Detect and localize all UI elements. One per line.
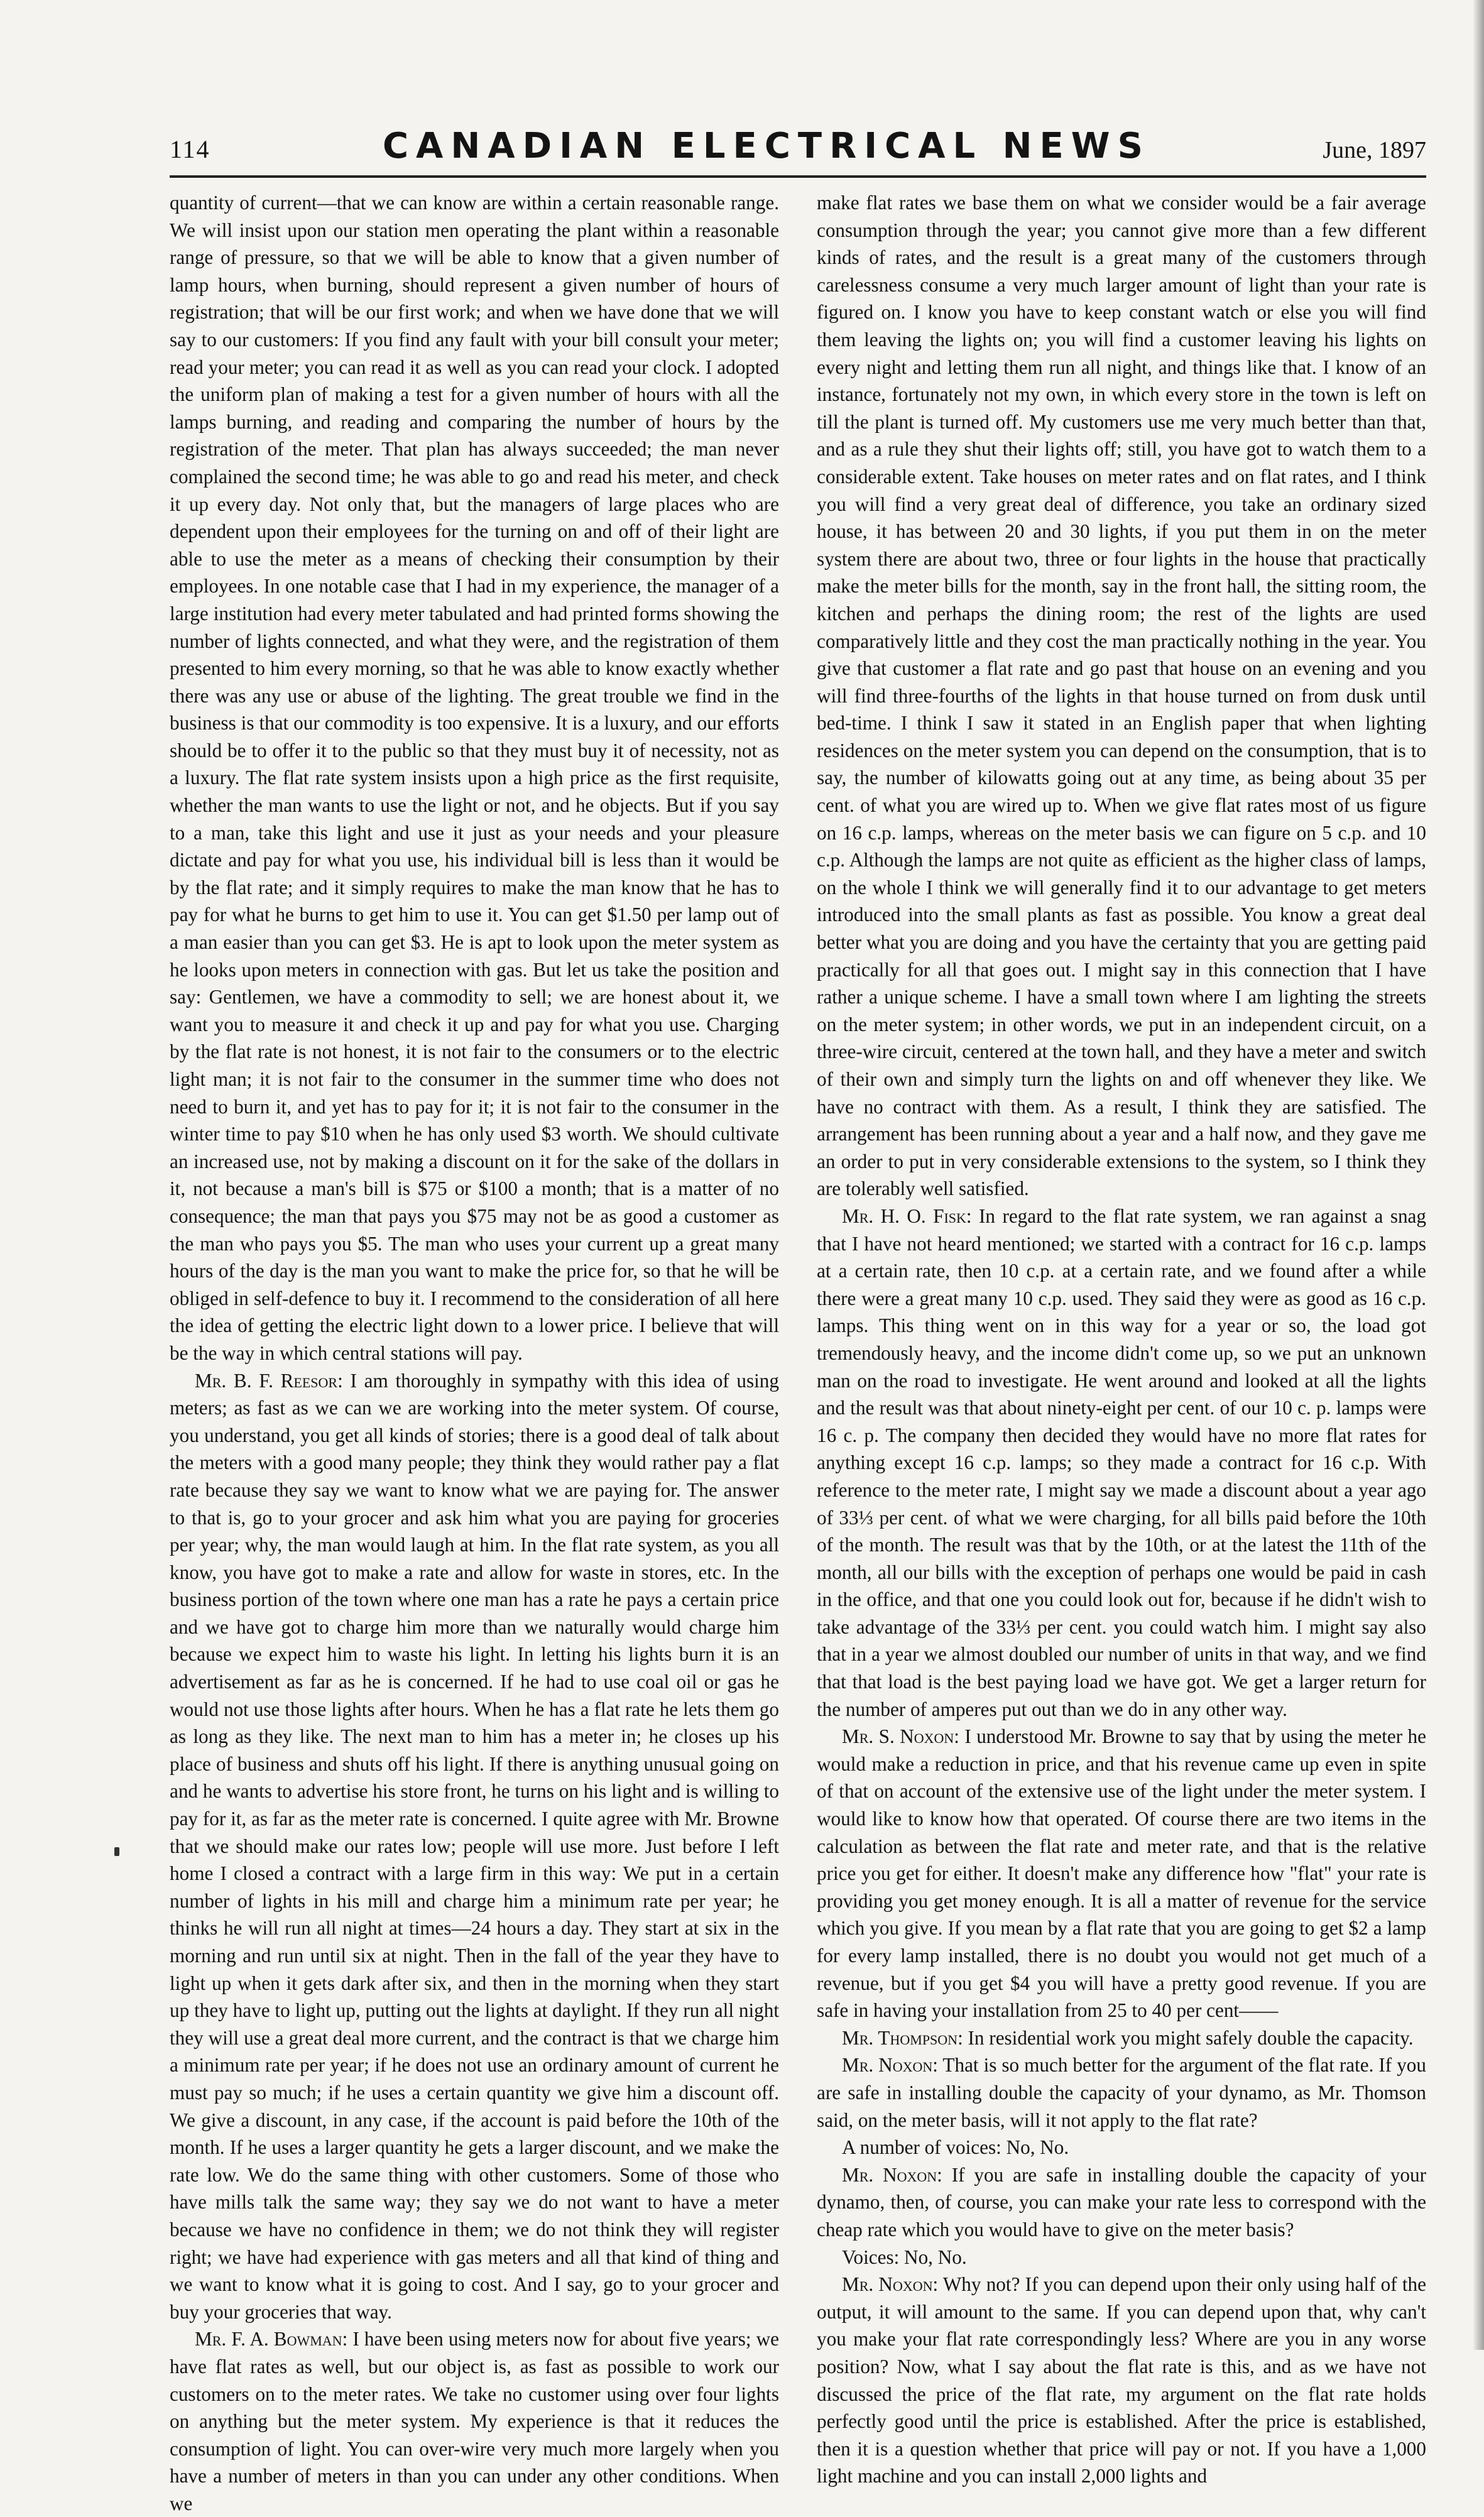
page-header	[170, 126, 1426, 178]
speaker-name: Mr. Noxon:	[842, 2163, 942, 2186]
paragraph-text: I understood Mr. Browne to say that by using the meter he would make a reduction in price, and that his revenue came up even in spite of that on account of the extensive use of the light under the meter system. I would like to know how that operated. Of course there are two items in the calculation as between the flat rate and meter rate, and that is the relative price you get for either. It doesn't make any difference how "flat" your rate is providing you get money enough. It is all a matter of revenue for the service which you give. If you mean by a flat rate that you are going to get $2 a lamp for every lamp installed, there is no doubt you would not get much of a revenue, but if you get $4 you will have a pretty good revenue. If you are safe in having your installation from 25 to 40 per cent——	[817, 1725, 1426, 2022]
paragraph-text: Voices: No, No.	[842, 2246, 967, 2268]
column-left	[170, 189, 780, 2514]
paragraph-text: If you are safe in installing double the capacity of your dynamo, then, of course, you can make your rate less to correspond with the cheap rate which you would have to give on the meter basis?	[817, 2163, 1426, 2241]
speaker-name: Mr. H. O. Fisk:	[842, 1204, 972, 1227]
issue-date: June, 1897	[1323, 137, 1426, 163]
paragraph-text: I have been using meters now for about five years; we have flat rates as well, but our object is, as fast as possible to work our customers on to the meter rates. We take no customer using over four lights on anything but the meter system. My experience is that it reduces the consumption of light. You can over-wire very much more largely when you have a number of meters in than you can under any other conditions. When we	[170, 2328, 780, 2514]
paragraph	[170, 189, 779, 1367]
journal-title: CANADIAN ELECTRICAL NEWS	[382, 126, 1150, 167]
paragraph-text: I am thoroughly in sympathy with this idea of using meters; as fast as we can we are working into the meter system. Of course, you understand, you get all kinds of stories; there is a good deal of talk about the meters with a good many people; they think they would rather pay a flat rate because they say we want to know what we are paying for. The answer to that is, go to your grocer and ask him what you are paying for groceries per year; why, the man would laugh at him. In the flat rate system, as you all know, you have got to make a rate and allow for waste in stores, etc. In the business portion of the town where one man has a rate he pays a certain price and we have got to charge him more than we naturally would charge him because we expect him to waste his light. In letting his lights burn it is an advertisement as far as he is concerned. If he had to use coal oil or gas he would not use those lights after hours. When he has a flat rate he lets them go as long as they like. The next man to him has a meter in; he closes up his place of business and shuts off his light. If there is anything unusual going on and he wants to advertise his store front, he turns on his light and is willing to pay for it, as far as the meter rate is concerned. I quite agree with Mr. Browne that we should make our rates low; people will use more. Just before I left home I closed a contract with a large firm in this way: We put in a certain number of lights in his mill and charge him a minimum rate per year; he thinks he will run all night at times—24 hours a day. They start at six in the morning and run until six at night. Then in the fall of the year they have to light up when it gets dark after six, and then in the morning when they start up they have to light up, putting out the lights at daylight. If they run all night they will use a great deal more current, and the contract is that we charge him a minimum rate per year; if he does not use an ordinary amount of current he must pay so much; if he uses a certain quantity we give him a discount off. We give a discount, in any case, if the account is paid before the 10th of the month. If he uses a larger quantity he gets a larger discount, and we make the rate low. We do the same thing with other customers. Some of those who have mills talk the same way; they say we do not want to have a meter because we have no confidence in them; we do not think they will register right; we have had experience with gas meters and all that kind of thing and we want to know what it is going to cost. And I say, go to your grocer and buy your groceries that way.	[170, 1369, 779, 2323]
paragraph	[817, 189, 1426, 1203]
paragraph-text: In residential work you might safely double the capacity.	[968, 2026, 1414, 2049]
page-number: 114	[170, 135, 210, 163]
column-right	[817, 189, 1426, 2487]
paragraph	[817, 2134, 1426, 2161]
paragraph	[817, 1203, 1426, 1723]
speaker-name: Mr. F. A. Bowman:	[195, 2328, 348, 2350]
paragraph-text: Why not? If you can depend upon their only using half of the output, it will amount to the same. If you can depend upon that, why can't you make your flat rate correspondingly less? Where are you in any worse position? Now, what I say about the flat rate is this, and as we have not discussed the price of the flat rate, my argument on the flat rate holds perfectly good until the price is established. After the price is established, then it is a question whether that price will pay or not. If you have a 1,000 light machine and you can install 2,000 lights and	[817, 2273, 1426, 2487]
paragraph	[817, 2024, 1426, 2052]
speaker-name: Mr. Noxon:	[842, 2273, 939, 2296]
paragraph-text: make flat rates we base them on what we consider would be a fair average consumption through the year; you cannot give more than a few different kinds of rates, and the result is a great many of the customers through carelessness consume a very much larger amount of light than your rate is figured on. I know you have to keep constant watch or else you will find them leaving the lights on; you will find a customer leaving his lights on every night and letting them run all night, and things like that. I know of an instance, fortunately not my own, in which every store in the town is left on till the plant is turned off. My customers use me very much better than that, and as a rule they shut their lights off; still, you have got to watch them to a considerable extent. Take houses on meter rates and on flat rates, and I think you will find a very great deal of difference, you take an ordinary sized house, it has between 20 and 30 lights, if you put them in on the meter system there are about two, three or four lights in the house that practically make the meter bills for the month, say in the front hall, the sitting room, the kitchen and perhaps the dining room; the rest of the lights are used comparatively little and they cost the man practically nothing in the year. You give that customer a flat rate and go past that house on an evening and you will find three-fourths of the lights in that house turned on from dusk until bed-time. I think I saw it stated in an English paper that when lighting residences on the meter system you can depend on the consumption, that is to say, the number of kilowatts going out at any time, as being about 35 per cent. of what you are wired up to. When we give flat rates most of us figure on 16 c.p. lamps, whereas on the meter basis we can figure on 5 c.p. and 10 c.p. Although the lamps are not quite as efficient as the higher class of lamps, on the whole I think we will generally find it to our advantage to get meters introduced into the small plants as fast as possible. You know a great deal better what you are doing and you have the certainty that you are getting paid practically for all that goes out. I might say in this connection that I have rather a unique scheme. I have a small town where I am lighting the streets on the meter system; in other words, we put in an independent circuit, on a three-wire circuit, centered at the town hall, and they have a meter and switch of their own and simply turn the lights on and off whenever they like. We have no contract with them. As a result, I think they are satisfied. The arrangement has been running about a year and a half now, and they gave me an order to put in very considerable extensions to the system, so I think they are tolerably well satisfied.	[817, 192, 1426, 1200]
paragraph-text: quantity of current—that we can know are within a certain reasonable range. We will insist upon our station men operating the plant within a reasonable range of pressure, so that we will be able to know that a given number of lamp hours, when burning, should represent a given number of hours of registration; that will be our first work; and when we have done that we will say to our customers: If you find any fault with your bill consult your meter; read your meter; you can read it as well as you can read your clock. I adopted the uniform plan of making a test for a given number of hours with all the lamps burning, and reading and comparing the number of hours by the registration of the meter. That plan has always succeeded; the man never complained the second time; he was able to go and read his meter, and check it up every day. Not only that, but the managers of large places who are dependent upon their employees for the turning on and off of their light are able to use the meter as a means of checking their consumption by their employees. In one notable case that I had in my experience, the manager of a large institution had every meter tabulated and had printed forms showing the number of lights connected, and what they were, and the registration of them presented to him every morning, so that he was able to know exactly whether there was any use or abuse of the lighting. The great trouble we find in the business is that our commodity is too expensive. It is a luxury, and our efforts should be to offer it to the public so that they must buy it of necessity, not as a luxury. The flat rate system insists upon a high price as the first requisite, whether the man wants to use the light or not, and he objects. But if you say to a man, take this light and use it just as your needs and your pleasure dictate and pay for what you use, his individual bill is less than it would be by the flat rate; and it simply requires to make the man know that he has to pay for what he burns to get him to use it. You can get $1.50 per lamp out of a man easier than you can get $3. He is apt to look upon the meter system as he looks upon meters in connection with gas. But let us take the position and say: Gentlemen, we have a commodity to sell; we are honest about it, we want you to measure it and check it up and pay for what you use. Charging by the flat rate is not honest, it is not fair to the consumers or to the electric light man; it is not fair to the consumer in the summer time who does not need to burn it, and yet has to pay for it; it is not fair to the consumer in the winter time to pay $10 when he has only used $3 worth. We should cultivate an increased use, not by making a discount on it for the sake of the dollars in it, not because a man's bill is $75 or $100 a month; that is a matter of no consequence; the man that pays you $75 may not be as good a customer as the man who pays you $5. The man who uses your current up a great many hours of the day is the man you want to make the price for, so that he will be obliged in self-defence to buy it. I recommend to the consideration of all here the idea of getting the electric light down to a lower price. I believe that will be the way in which central stations will pay.	[170, 192, 779, 1364]
paragraph	[817, 2244, 1426, 2271]
article-columns	[170, 189, 1426, 2514]
speaker-name: Mr. S. Noxon:	[842, 1725, 959, 1748]
paragraph	[817, 2051, 1426, 2134]
paragraph-text: In regard to the flat rate system, we ran against a snag that I have not heard mentioned; we started with a contract for 16 c.p. lamps at a certain rate, then 10 c.p. at a certain rate, and we found after a while there were a great many 10 c.p. used. They said they were as good as 16 c.p. lamps. This thing went on in this way for a year or so, the load got tremendously heavy, and the income didn't come up, so we put an unknown man on the road to investigate. He went around and looked at all the lights and the result was that about ninety-eight per cent. of our 10 c. p. lamps were 16 c. p. The company then decided they would have no more flat rates for anything except 16 c.p. lamps; so they made a contract for 16 c.p. With reference to the meter rate, I might say we made a discount about a year ago of 33⅓ per cent. of what we were charging, for all bills paid before the 10th of the month. The result was that by the 10th, or at the latest the 11th of the month, all our bills with the exception of perhaps one would be paid in cash in the office, and that one you could look out for, because if he didn't wish to take advantage of the 33⅓ per cent. you could watch him. I might say also that in a year we almost doubled our number of units in that way, and we find that that load is the best paying load we have got. We get a larger return for the number of amperes put out than we do in any other way.	[817, 1204, 1426, 1720]
paragraph	[817, 2271, 1426, 2490]
paragraph-text: That is so much better for the argument of the flat rate. If you are safe in installing double the capacity of your dynamo, as Mr. Thomson said, on the meter basis, will it not apply to the flat rate?	[817, 2054, 1426, 2131]
paragraph	[817, 1723, 1426, 2024]
speaker-name: Mr. Noxon:	[842, 2054, 938, 2077]
paragraph	[170, 1367, 779, 2326]
speaker-name: Mr. B. F. Reesor:	[195, 1369, 343, 1392]
page-edge-shadow	[1473, 0, 1484, 2350]
paragraph	[817, 2161, 1426, 2244]
paragraph-text: A number of voices: No, No.	[842, 2136, 1069, 2159]
paragraph	[170, 2325, 779, 2517]
speaker-name: Mr. Thompson:	[842, 2026, 963, 2049]
print-speck	[114, 1847, 119, 1856]
